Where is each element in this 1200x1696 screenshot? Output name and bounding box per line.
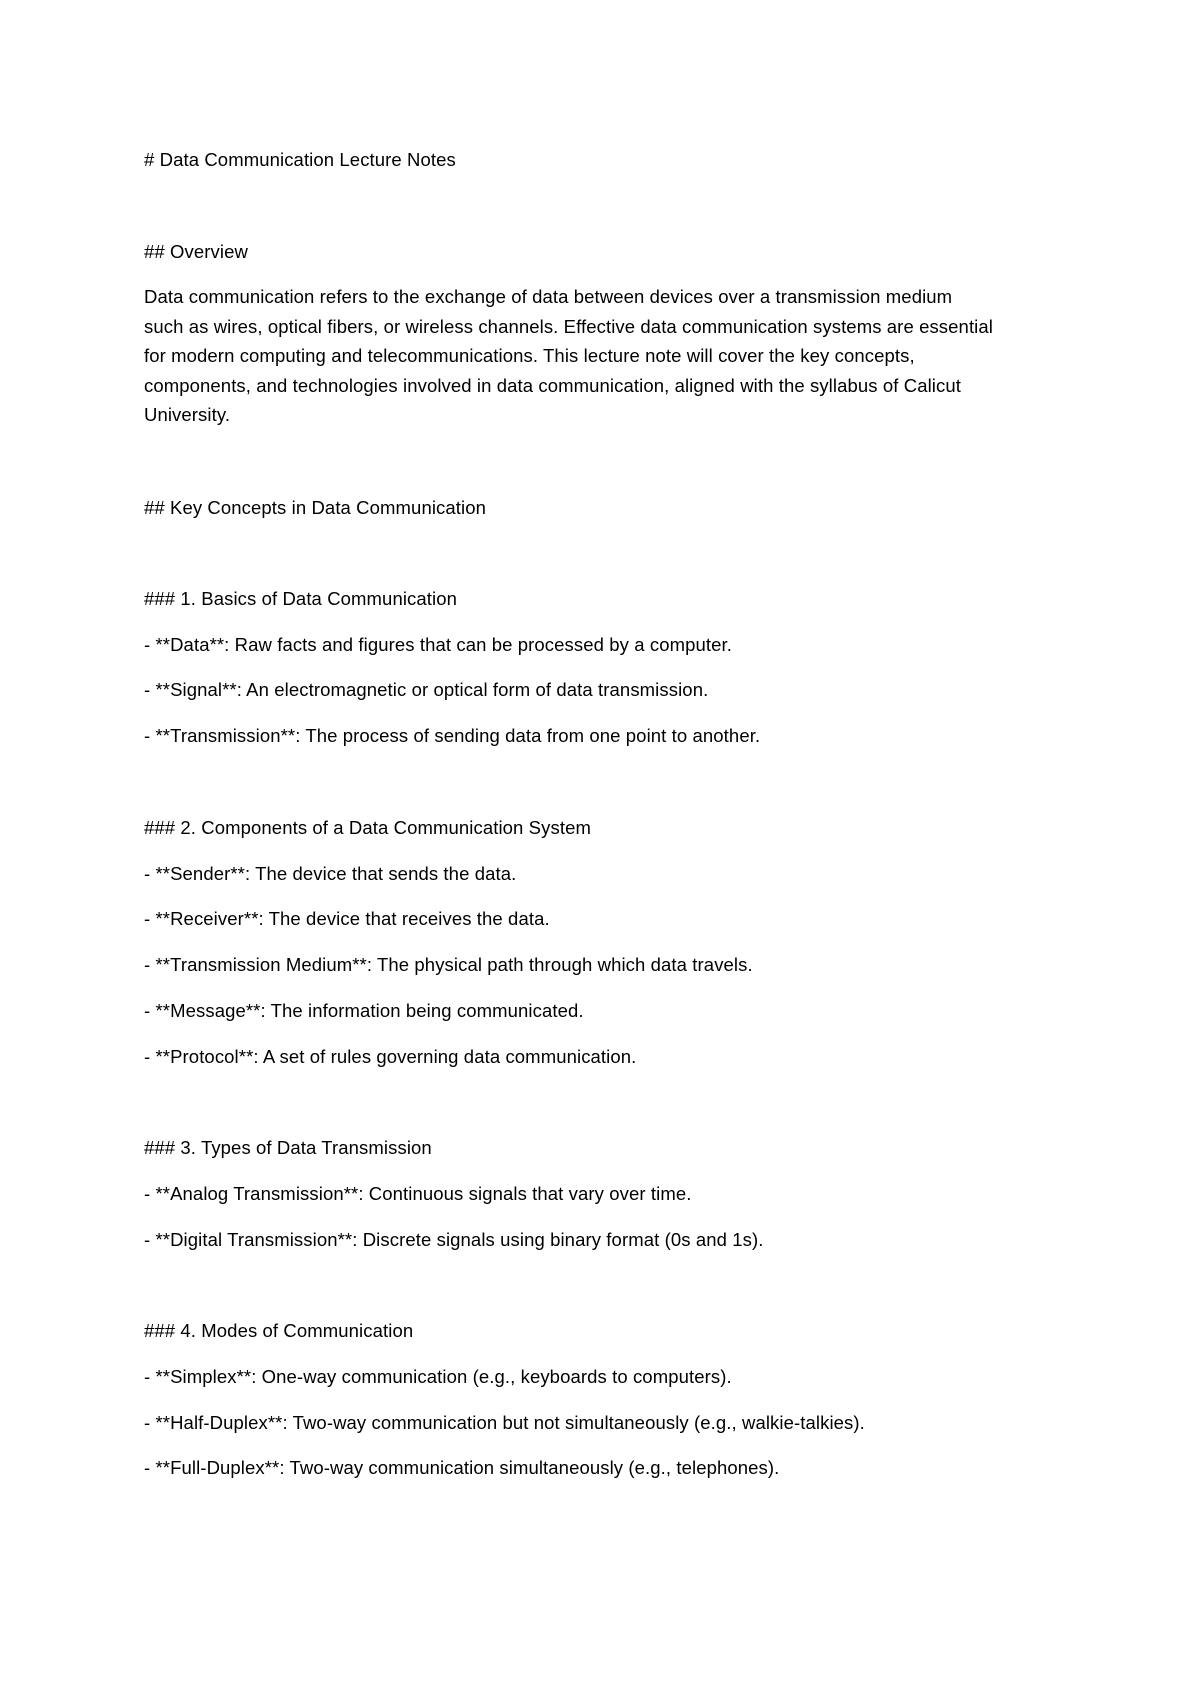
list-item: - **Transmission Medium**: The physical path through which data travels. <box>144 954 753 975</box>
list-item: - **Sender**: The device that sends the data. <box>144 863 517 884</box>
section-heading: ### 2. Components of a Data Communication System <box>144 817 591 838</box>
list-item: - **Data**: Raw facts and figures that can be processed by a computer. <box>144 634 733 655</box>
overview-paragraph <box>144 282 1064 430</box>
overview-line: such as wires, optical fibers, or wireless channels. Effective data communication systems are essential <box>144 315 993 337</box>
section-heading: ### 1. Basics of Data Communication <box>144 588 458 609</box>
list-item: - **Simplex**: One-way communication (e.g., keyboards to computers). <box>144 1366 732 1387</box>
list-item: - **Protocol**: A set of rules governing data communication. <box>144 1046 637 1067</box>
list-item: - **Digital Transmission**: Discrete signals using binary format (0s and 1s). <box>144 1229 764 1250</box>
list-item: - **Transmission**: The process of sending data from one point to another. <box>144 725 761 746</box>
key-concepts-heading: ## Key Concepts in Data Communication <box>144 497 487 518</box>
list-item: - **Signal**: An electromagnetic or optical form of data transmission. <box>144 679 709 700</box>
document-title: # Data Communication Lecture Notes <box>144 149 456 170</box>
section-heading: ### 4. Modes of Communication <box>144 1320 414 1341</box>
list-item: - **Full-Duplex**: Two-way communication simultaneously (e.g., telephones). <box>144 1457 780 1478</box>
overview-line: University. <box>144 404 231 425</box>
list-item: - **Receiver**: The device that receives the data. <box>144 908 550 929</box>
overview-line: Data communication refers to the exchange of data between devices over a transmission medium <box>144 286 953 307</box>
list-item: - **Half-Duplex**: Two-way communication but not simultaneously (e.g., walkie-talkies). <box>144 1412 865 1433</box>
section-heading: ### 3. Types of Data Transmission <box>144 1137 432 1158</box>
overview-heading: ## Overview <box>144 241 248 262</box>
overview-line: components, and technologies involved in data communication, aligned with the syllabus of Calicut <box>144 374 961 396</box>
list-item: - **Analog Transmission**: Continuous signals that vary over time. <box>144 1183 692 1204</box>
list-item: - **Message**: The information being communicated. <box>144 1000 584 1021</box>
overview-line: for modern computing and telecommunications. This lecture note will cover the key concepts, <box>144 345 915 366</box>
